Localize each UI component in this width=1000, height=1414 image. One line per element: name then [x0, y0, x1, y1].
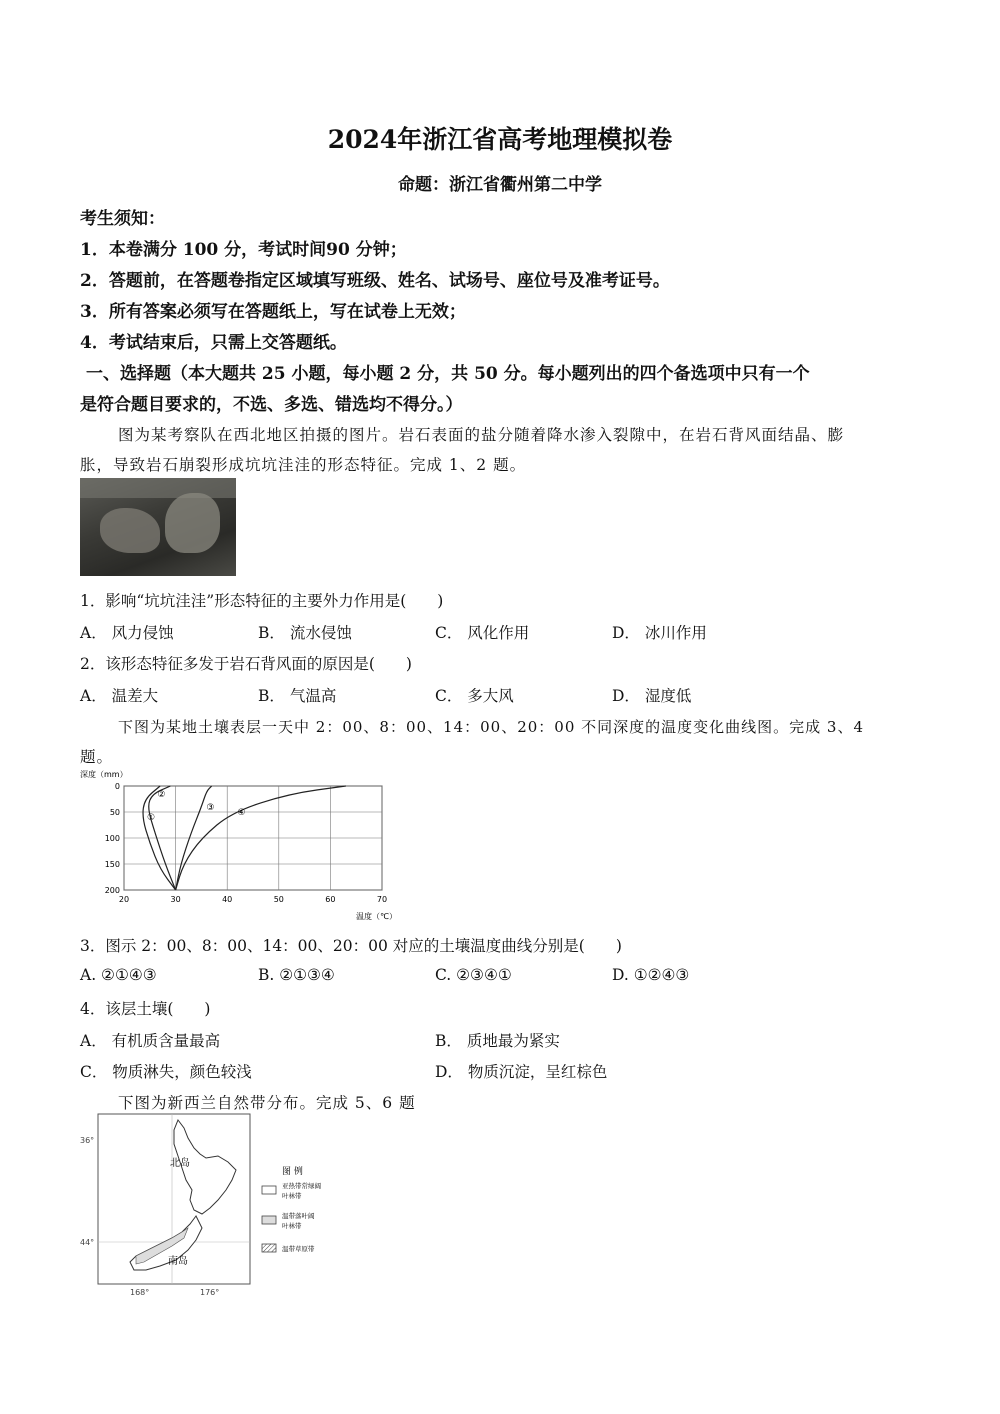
chart-grid	[124, 786, 382, 890]
lon-label: 176°	[200, 1288, 220, 1297]
intro-text: 下图为新西兰自然带分布。完成 5、6 题	[118, 1094, 416, 1112]
q4-option-d: D． 物质沉淀，呈红棕色	[435, 1063, 608, 1081]
legend-item: 亚热带常绿阔	[282, 1182, 321, 1190]
q2-option-b: B． 气温高	[258, 687, 337, 705]
q3-option-c: C. ②③④①	[435, 966, 512, 984]
q3-option-a: A. ②①④③	[80, 966, 157, 984]
q3-option-d: D. ①②④③	[612, 966, 690, 984]
section-heading: 一、选择题（本大题共 25 小题，每小题 2 分，共 50 分。每小题列出的四个备选项中只有一个	[86, 364, 810, 384]
notice-heading: 考生须知：	[80, 209, 165, 229]
x-tick-label: 30	[170, 895, 181, 904]
intro-text: 下图为某地土壤表层一天中 2：00、8：00、14：00、20：00 不同深度的温度变化曲线图。完成 3、4	[118, 718, 865, 736]
y-tick-label: 100	[104, 834, 120, 843]
q1-option-d: D． 冰川作用	[612, 624, 707, 642]
intro-text: 图为某考察队在西北地区拍摄的图片。岩石表面的盐分随着降水渗入裂隙中，在岩石背风面结晶、膨	[118, 426, 845, 444]
question-4-stem: 4．该层土壤( )	[80, 1000, 211, 1018]
lon-label: 168°	[130, 1288, 150, 1297]
south-island-label: 南岛	[168, 1256, 188, 1267]
q2-option-d: D． 湿度低	[612, 687, 692, 705]
q3-option-b: B. ②①③④	[258, 966, 335, 984]
y-tick-label: 200	[104, 886, 120, 895]
q4-option-b: B． 质地最为紧实	[435, 1032, 560, 1050]
q2-option-a: A． 温差大	[80, 687, 159, 705]
x-tick-label: 60	[325, 895, 336, 904]
legend-item: 温带落叶阔	[282, 1212, 315, 1220]
legend-item: 叶林带	[282, 1222, 302, 1230]
notice-item: 2．答题前，在答题卷指定区域填写班级、姓名、试场号、座位号及准考证号。	[80, 271, 670, 291]
series-label: ④	[237, 808, 246, 818]
q4-option-a: A． 有机质含量最高	[80, 1032, 221, 1050]
series-label: ③	[206, 802, 215, 813]
new-zealand-map	[78, 1110, 378, 1300]
question-3-stem: 3．图示 2：00、8：00、14：00、20：00 对应的土壤温度曲线分别是( )	[80, 937, 622, 955]
q2-option-c: C． 多大风	[435, 687, 514, 705]
q1-option-c: C． 风化作用	[435, 624, 530, 642]
lat-label: 44°	[80, 1238, 95, 1247]
notice-item: 4．考试结束后，只需上交答题纸。	[80, 333, 347, 353]
x-tick-label: 70	[376, 895, 388, 904]
y-axis-label: 深度（mm）	[80, 770, 128, 779]
question-2-stem: 2．该形态特征多发于岩石背风面的原因是( )	[80, 655, 412, 673]
legend-swatch	[262, 1244, 276, 1252]
legend-swatch	[262, 1186, 276, 1194]
lat-label: 36°	[80, 1136, 95, 1145]
page-title: 2024年浙江省高考地理模拟卷	[327, 125, 673, 154]
soil-temperature-chart	[78, 766, 418, 926]
notice-item: 1．本卷满分 100 分，考试时间90 分钟；	[80, 240, 407, 260]
q4-option-c: C． 物质淋失，颜色较浅	[80, 1063, 252, 1081]
x-axis-label: 温度（℃）	[356, 912, 397, 921]
series-label: ①	[147, 813, 156, 824]
question-1-stem: 1．影响“坑坑洼洼”形态特征的主要外力作用是( )	[80, 592, 444, 610]
legend-swatch	[262, 1216, 276, 1224]
section-heading-cont: 是符合题目要求的，不选、多选、错选均不得分。）	[80, 395, 463, 415]
q1-option-a: A． 风力侵蚀	[80, 624, 174, 642]
intro-text: 胀，导致岩石崩裂形成坑坑洼洼的形态特征。完成 1、2 题。	[80, 456, 527, 474]
y-tick-label: 150	[104, 860, 120, 869]
notice-item: 3．所有答案必须写在答题纸上，写在试卷上无效；	[80, 302, 466, 322]
y-tick-label: 50	[109, 808, 120, 817]
series-label: ②	[157, 789, 166, 800]
intro-text: 题。	[80, 748, 114, 766]
q1-option-b: B． 流水侵蚀	[258, 624, 352, 642]
legend-title: 图 例	[282, 1167, 303, 1177]
north-island-label: 北岛	[170, 1158, 190, 1169]
rock-photo	[80, 478, 236, 576]
x-tick-label: 50	[273, 895, 284, 904]
page-subtitle: 命题：浙江省衢州第二中学	[398, 175, 602, 195]
legend-item: 叶林带	[282, 1192, 302, 1200]
y-tick-label: 0	[114, 782, 120, 791]
legend-item: 温带草原带	[282, 1245, 315, 1253]
x-tick-label: 20	[118, 895, 130, 904]
x-tick-label: 40	[222, 895, 233, 904]
